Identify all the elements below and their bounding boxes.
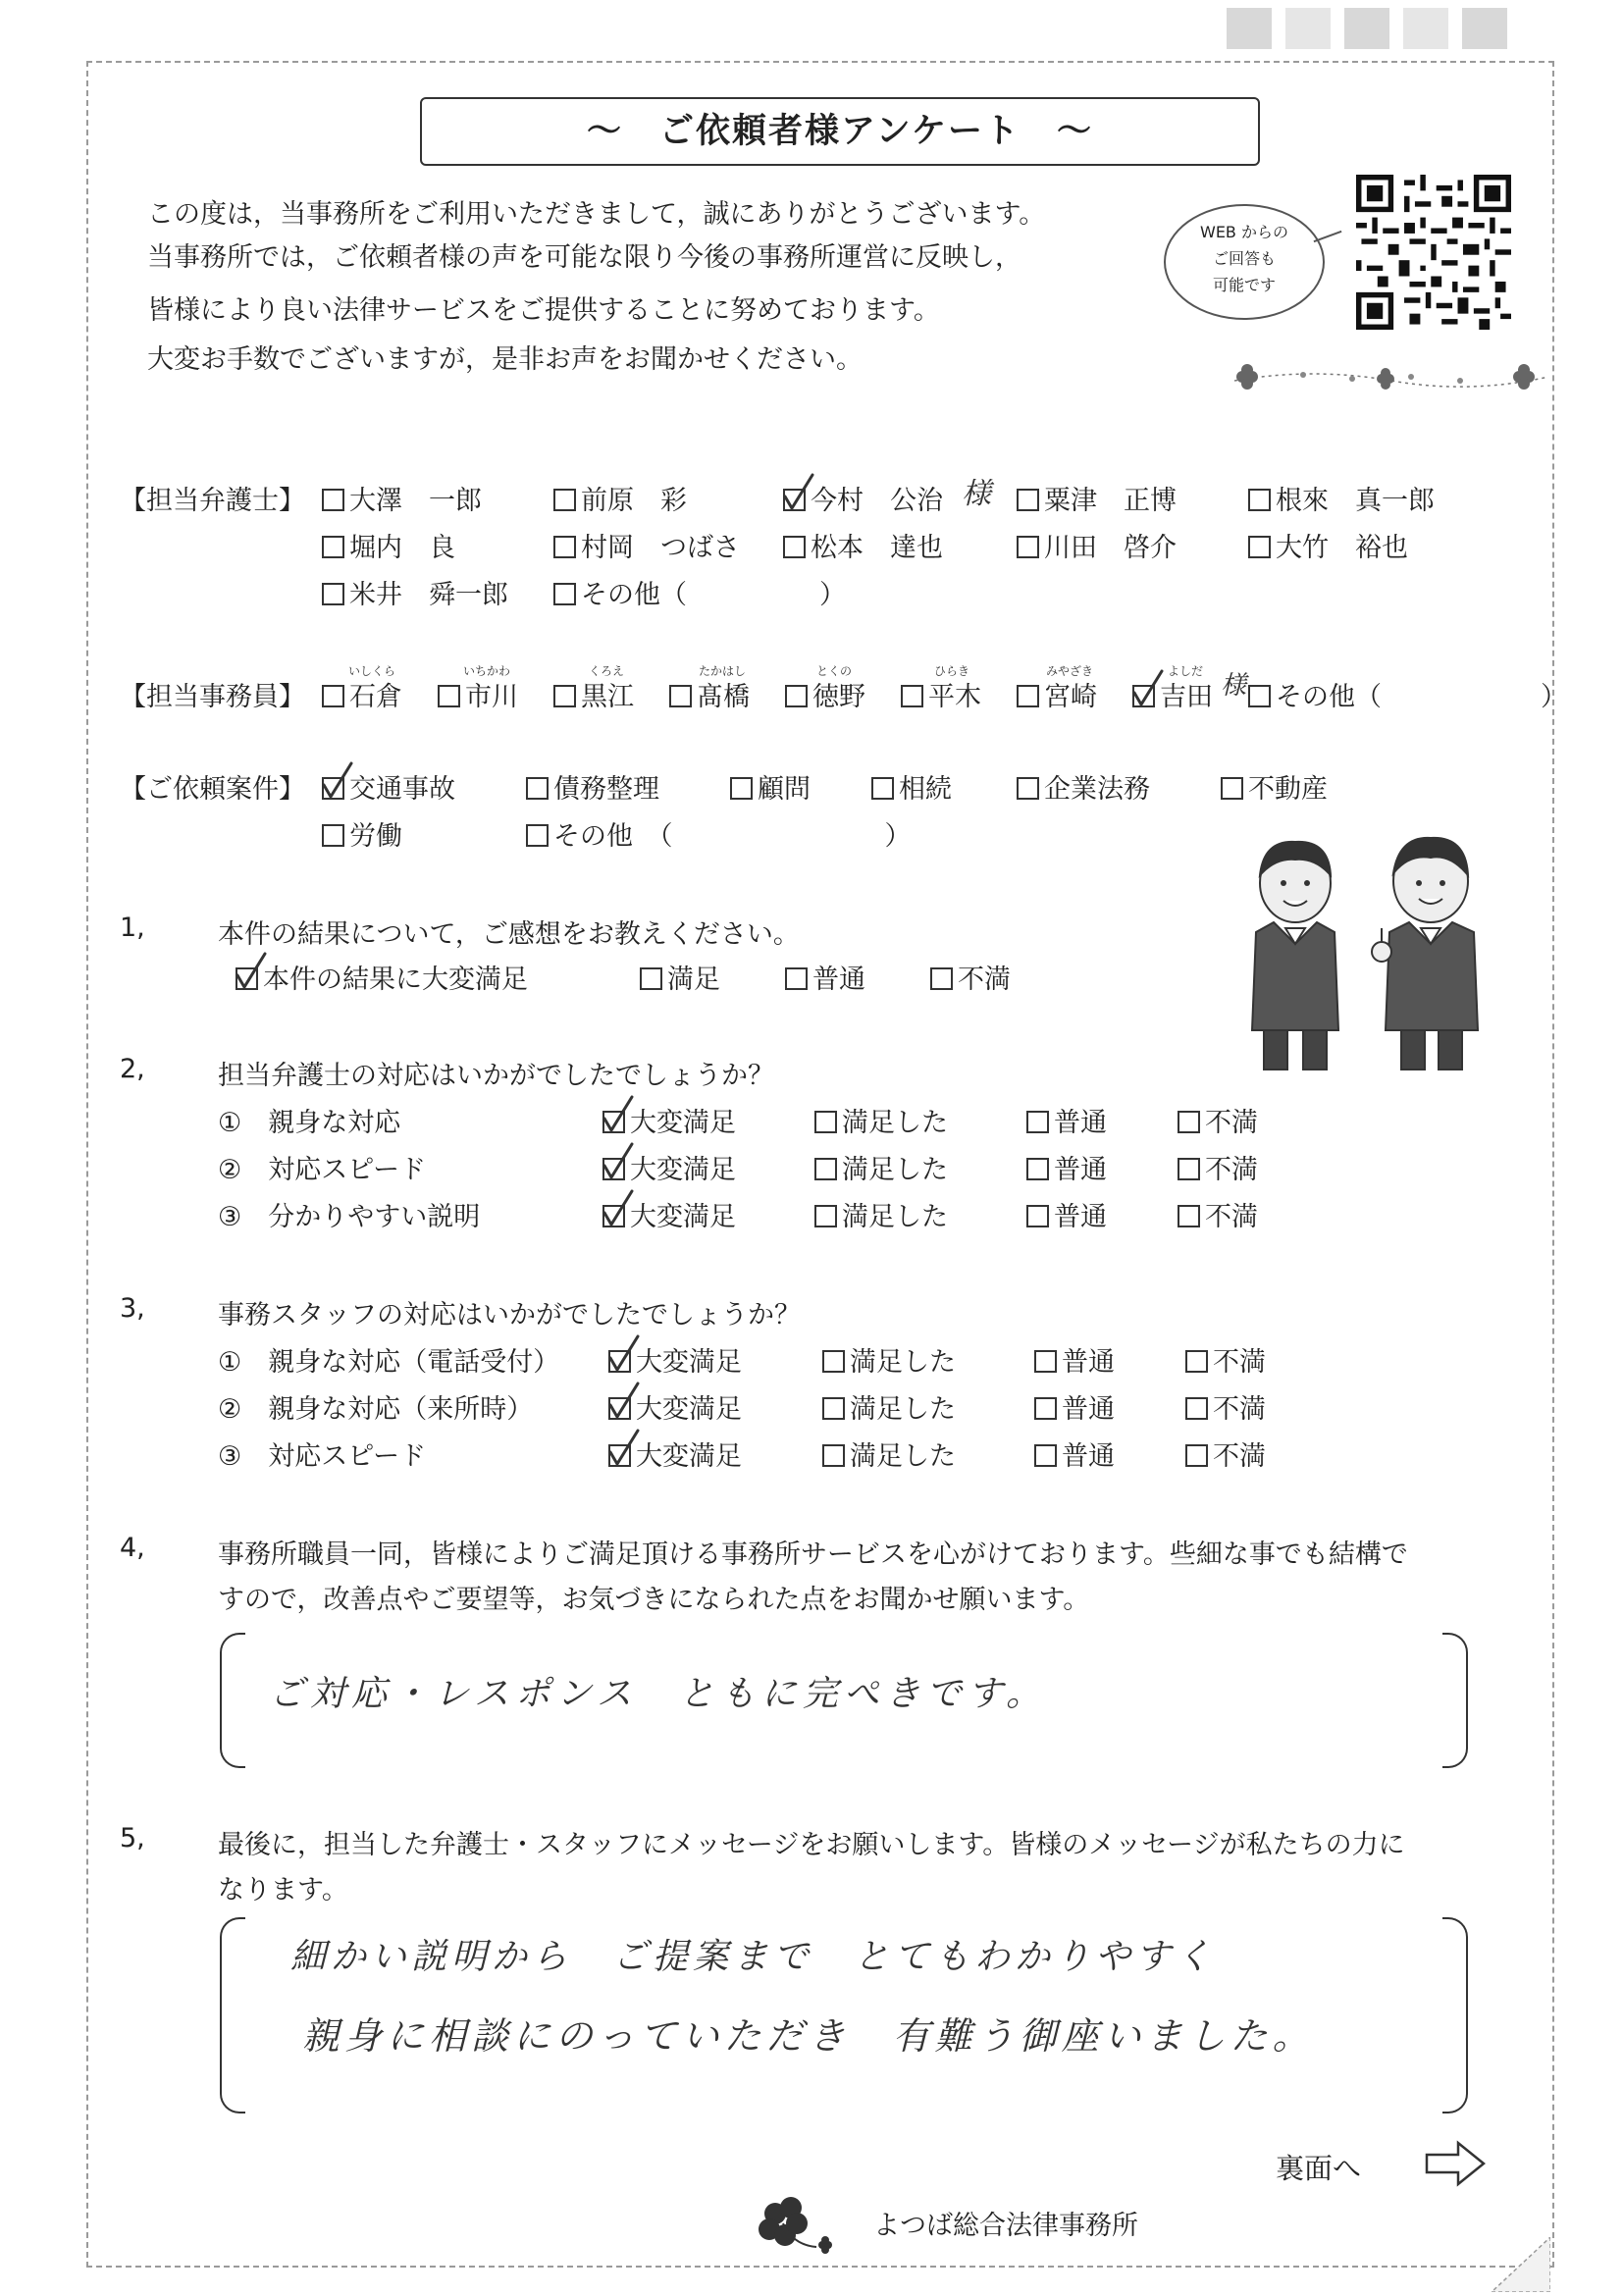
checkbox[interactable] [822,1444,845,1467]
q2-option[interactable]: 普通 [1026,1101,1107,1139]
lawyer-option[interactable]: 堀内 良 [322,526,455,564]
next-page-label[interactable]: 裏面へ [1276,2152,1362,2185]
checkbox[interactable] [901,685,923,707]
intro-line: 大変お手数でございますが，是非お声をお聞かせください。 [147,344,863,375]
checkbox[interactable] [1248,489,1271,511]
checkbox[interactable] [553,489,576,511]
checkbox[interactable] [1034,1350,1057,1373]
checkbox[interactable] [822,1350,845,1373]
checkbox[interactable] [1034,1397,1057,1420]
checkbox-checked[interactable] [602,1205,625,1227]
checkbox[interactable] [1248,685,1271,707]
checkbox[interactable] [1017,489,1039,511]
q3-option[interactable]: 不満 [1185,1340,1266,1379]
lawyers-illustration [1234,834,1509,1079]
checkbox[interactable] [785,685,808,707]
ruby-text: ひらき [934,664,970,678]
handwritten-honorific: 様 [962,477,991,511]
question-text: 事務所職員一同，皆様によりご満足頂ける事務所サービスを心がけております。些細な事でも結構で [218,1539,1408,1570]
checkbox[interactable] [814,1205,837,1227]
q3-option[interactable]: 満足した [822,1387,956,1426]
checkbox[interactable] [438,685,460,707]
checkbox[interactable] [553,583,576,605]
q2-option[interactable]: 不満 [1178,1148,1258,1186]
clover-logo-icon [748,2188,846,2267]
checkbox[interactable] [322,824,344,847]
staff-option[interactable]: 徳野 [785,675,865,713]
question-text: なります。 [218,1875,348,1905]
checkbox[interactable] [553,685,576,707]
q2-option[interactable]: 不満 [1178,1195,1258,1233]
lawyer-option[interactable]: 川田 啓介 [1017,526,1177,564]
checkbox-checked[interactable] [236,967,258,990]
ruby-text: みやざき [1046,664,1094,678]
q3-option-selected[interactable]: 大変満足 [608,1435,742,1473]
q3-option[interactable]: 普通 [1034,1435,1115,1473]
checkbox[interactable] [1185,1350,1208,1373]
checkbox[interactable] [322,685,344,707]
question-number: 2, [120,1054,145,1084]
q3-option[interactable]: 普通 [1034,1387,1115,1426]
case-option-selected[interactable]: 交通事故 [322,767,455,806]
q2-row-label: ① 親身な対応 [218,1108,401,1138]
q3-option[interactable]: 不満 [1185,1435,1266,1473]
handwritten-honorific: 様 [1221,671,1247,701]
redacted-mark [1285,8,1331,49]
checkbox-checked[interactable] [602,1158,625,1180]
answer-bracket-right [1442,1917,1468,2113]
checkbox[interactable] [783,536,806,558]
case-option[interactable]: 債務整理 [526,767,659,806]
checkbox-checked[interactable] [608,1350,631,1373]
answer-bracket-right [1442,1633,1468,1768]
staff-option[interactable]: 宮崎 [1017,675,1097,713]
checkbox-checked[interactable] [1132,685,1155,707]
checkbox[interactable] [1017,685,1039,707]
case-section-label: 【ご依頼案件】 [120,774,305,805]
checkbox[interactable] [640,967,662,990]
ruby-text: くろえ [589,664,625,678]
ruby-text: いちかわ [463,664,511,678]
question-text: 本件の結果について，ご感想をお教えください。 [218,919,800,950]
case-option[interactable]: 企業法務 [1017,767,1150,806]
q3-row-label: ② 親身な対応（来所時） [218,1394,534,1425]
question-text: 担当弁護士の対応はいかがでしたでしょうか？ [218,1061,774,1091]
redacted-mark [1344,8,1389,49]
checkbox[interactable] [1026,1158,1049,1180]
qr-code[interactable] [1356,175,1511,330]
q2-option[interactable]: 満足した [814,1148,948,1186]
checkbox[interactable] [322,536,344,558]
q5-answer-line[interactable]: 細かい説明から ご提案まで とてもわかりやすく [290,1937,1217,1977]
lawyer-option[interactable]: 前原 彩 [553,479,687,517]
checkbox[interactable] [1178,1205,1200,1227]
checkbox-checked[interactable] [602,1111,625,1133]
redacted-mark [1227,8,1272,49]
page-fold-corner [1492,2237,1550,2292]
bubble-line: 可能です [1212,276,1276,294]
q3-row-label: ① 親身な対応（電話受付） [218,1347,560,1378]
q1-option[interactable]: 普通 [785,958,865,996]
case-option-other[interactable]: その他 （ ） [526,814,912,853]
checkbox[interactable] [1017,536,1039,558]
q3-option[interactable]: 不満 [1185,1387,1266,1426]
intro-line: 皆様により良い法律サービスをご提供することに努めております。 [147,295,940,326]
checkbox[interactable] [814,1158,837,1180]
lawyer-option-other[interactable]: その他（ ） [553,573,846,611]
ruby-text: とくの [816,664,853,678]
checkbox-checked[interactable] [783,489,806,511]
checkbox[interactable] [322,489,344,511]
q3-option-selected[interactable]: 大変満足 [608,1387,742,1426]
web-answer-bubble [1164,204,1325,320]
q3-option-selected[interactable]: 大変満足 [608,1340,742,1379]
staff-option-other[interactable]: その他（ ） [1248,675,1567,713]
checkbox[interactable] [1185,1444,1208,1467]
q3-row-label: ③ 対応スピード [218,1441,427,1472]
clover-garland-decoration [1225,359,1558,394]
question-number: 5, [120,1823,145,1853]
checkbox[interactable] [814,1111,837,1133]
bubble-line: WEB からの [1200,223,1288,241]
lawyer-option[interactable]: 根來 真一郎 [1248,479,1435,517]
staff-option[interactable]: 平木 [901,675,981,713]
checkbox[interactable] [526,824,549,847]
checkbox-checked[interactable] [608,1397,631,1420]
q2-option-selected[interactable]: 大変満足 [602,1195,736,1233]
checkbox[interactable] [1026,1111,1049,1133]
case-option[interactable]: 顧問 [730,767,811,806]
lawyer-option[interactable]: 米井 舜一郎 [322,573,508,611]
q1-option[interactable]: 満足 [640,958,720,996]
question-number: 1, [120,913,145,943]
checkbox[interactable] [822,1397,845,1420]
checkbox[interactable] [1178,1158,1200,1180]
intro-line: 当事務所では，ご依頼者様の声を可能な限り今後の事務所運営に反映し， [147,242,1021,273]
staff-option[interactable]: 髙橋 [669,675,750,713]
staff-option[interactable]: 市川 [438,675,518,713]
lawyer-option[interactable]: 松本 達也 [783,526,943,564]
q2-option[interactable]: 普通 [1026,1148,1107,1186]
question-text: 事務スタッフの対応はいかがでしたでしょうか？ [218,1300,801,1331]
q1-option-selected[interactable]: 本件の結果に大変満足 [236,958,528,996]
ruby-text: よしだ [1168,664,1204,678]
checkbox[interactable] [669,685,692,707]
firm-name: よつば総合法律事務所 [873,2211,1138,2241]
checkbox-checked[interactable] [608,1444,631,1467]
lawyer-option[interactable]: 粟津 正博 [1017,479,1177,517]
lawyer-option-selected[interactable]: 今村 公治 [783,479,943,517]
q2-row-label: ③ 分かりやすい説明 [218,1202,481,1232]
q2-option-selected[interactable]: 大変満足 [602,1148,736,1186]
q5-answer-line[interactable]: 親身に相談にのっていただき 有難う御座いました。 [302,2014,1315,2058]
intro-line: この度は，当事務所をご利用いただきまして，誠にありがとうございます。 [147,199,1046,230]
checkbox-checked[interactable] [322,777,344,800]
checkbox[interactable] [1034,1444,1057,1467]
case-option[interactable]: 不動産 [1221,767,1328,806]
checkbox[interactable] [930,967,953,990]
checkbox[interactable] [553,536,576,558]
q2-row-label: ② 対応スピード [218,1155,427,1185]
q2-option[interactable]: 満足した [814,1195,948,1233]
answer-bracket-left [220,1917,245,2113]
question-text: すので，改善点やご要望等，お気づきになられた点をお聞かせ願います。 [218,1585,1090,1615]
redacted-mark [1403,8,1448,49]
staff-option[interactable]: 石倉 [322,675,402,713]
checkbox[interactable] [785,967,808,990]
question-text: 最後に，担当した弁護士・スタッフにメッセージをお願いします。皆様のメッセージが私たちの力に [218,1830,1405,1860]
q3-option[interactable]: 普通 [1034,1340,1115,1379]
checkbox[interactable] [1026,1205,1049,1227]
checkbox[interactable] [871,777,894,800]
q4-answer[interactable]: ご対応・レスポンス ともに完ぺきです。 [269,1674,1047,1714]
lawyer-option[interactable]: 大澤 一郎 [322,479,482,517]
q3-option[interactable]: 満足した [822,1340,956,1379]
redacted-mark [1462,8,1507,49]
question-number: 4, [120,1533,145,1563]
checkbox[interactable] [1185,1397,1208,1420]
staff-section-label: 【担当事務員】 [120,682,305,712]
q3-option[interactable]: 満足した [822,1435,956,1473]
ruby-text: いしくら [348,664,396,678]
checkbox[interactable] [1221,777,1243,800]
q2-option[interactable]: 普通 [1026,1195,1107,1233]
staff-option[interactable]: 黒江 [553,675,634,713]
ruby-text: たかはし [699,664,747,678]
case-option[interactable]: 労働 [322,814,402,853]
case-option[interactable]: 相続 [871,767,952,806]
bubble-line: ご回答も [1212,249,1276,268]
answer-bracket-left [220,1633,245,1768]
lawyer-option[interactable]: 村岡 つばさ [553,526,740,564]
checkbox[interactable] [322,583,344,605]
arrow-right-icon[interactable] [1423,2139,1488,2188]
lawyer-option[interactable]: 大竹 裕也 [1248,526,1408,564]
question-number: 3, [120,1293,145,1324]
q2-option-selected[interactable]: 大変満足 [602,1101,736,1139]
checkbox[interactable] [526,777,549,800]
checkbox[interactable] [1248,536,1271,558]
staff-option-selected[interactable]: 吉田 [1132,675,1213,713]
checkbox[interactable] [1178,1111,1200,1133]
q2-option[interactable]: 不満 [1178,1101,1258,1139]
checkbox[interactable] [1017,777,1039,800]
q2-option[interactable]: 満足した [814,1101,948,1139]
survey-title: ～ ご依頼者様アンケート ～ [420,97,1260,166]
q1-option[interactable]: 不満 [930,958,1011,996]
lawyer-section-label: 【担当弁護士】 [120,486,305,516]
checkbox[interactable] [730,777,753,800]
